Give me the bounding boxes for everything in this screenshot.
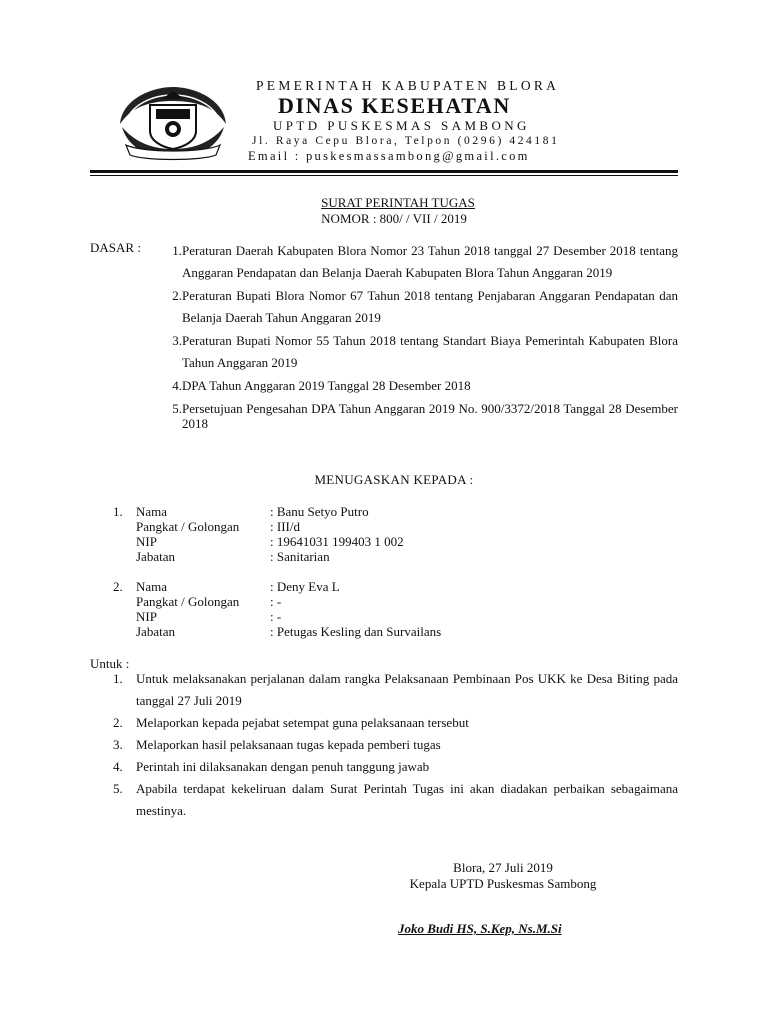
dasar-item-text: Peraturan Daerah Kabupaten Blora Nomor 23 Tahun 2018 tanggal 27 Desember 2018 tentang Anggaran Pendapatan dan Belanja Daerah Kabupaten Blora Tahun Anggaran 2019: [182, 243, 678, 280]
field-label: Nama: [136, 504, 168, 519]
dasar-item-number: 4.: [172, 378, 182, 393]
field-value: : Sanitarian: [270, 549, 330, 564]
kop-agency: DINAS KESEHATAN: [278, 93, 511, 118]
assignee-row: [113, 594, 613, 609]
kop-rule-thin: [90, 175, 678, 176]
dasar-item-text: Peraturan Bupati Nomor 55 Tahun 2018 tentang Standart Biaya Pemerintah Kabupaten Blora Tahun Anggaran 2019: [182, 333, 678, 370]
kop-government: PEMERINTAH KABUPATEN BLORA: [256, 78, 560, 93]
field-value: : -: [270, 609, 282, 624]
dasar-label: DASAR :: [90, 240, 141, 255]
untuk-item: [113, 712, 678, 734]
field-label: Nama: [136, 579, 168, 594]
sign-position: Kepala UPTD Puskesmas Sambong: [409, 876, 597, 891]
assignee-row: [113, 534, 613, 549]
field-value: : III/d: [270, 519, 300, 534]
dasar-list: [160, 240, 678, 432]
field-label: Pangkat / Golongan: [136, 594, 240, 609]
field-value: : Petugas Kesling dan Survailans: [270, 624, 442, 639]
kop-email: Email : puskesmassambong@gmail.com: [248, 149, 530, 163]
assignee-block: [113, 579, 613, 639]
assignee-number: 2.: [113, 579, 123, 594]
untuk-label: Untuk :: [90, 656, 130, 671]
untuk-list: [113, 668, 678, 822]
field-label: Jabatan: [136, 624, 175, 639]
title-heading: SURAT PERINTAH TUGAS: [321, 195, 475, 210]
untuk-item: [113, 756, 678, 778]
document-title: [0, 195, 768, 227]
field-value: : -: [270, 594, 282, 609]
assignee-row: [113, 624, 613, 639]
assignee-row: [113, 609, 613, 624]
dasar-item-text: Peraturan Bupati Blora Nomor 67 Tahun 2018 tentang Penjabaran Anggaran Pendapatan dan Belanja Daerah Tahun Anggaran 2019: [182, 288, 678, 325]
dasar-item: [160, 401, 678, 431]
assignee-block: [113, 504, 613, 564]
untuk-item: [113, 778, 678, 822]
title-number: NOMOR : 800/ / VII / 2019: [321, 211, 467, 226]
field-label: Jabatan: [136, 549, 175, 564]
assignee-row: [113, 504, 613, 519]
field-label: Pangkat / Golongan: [136, 519, 240, 534]
dasar-item: [160, 330, 678, 374]
dasar-item-number: 1.: [172, 243, 182, 258]
kop-rule-thick: [90, 170, 678, 173]
untuk-item: [113, 668, 678, 712]
untuk-item-text: Melaporkan kepada pejabat setempat guna pelaksanaan tersebut: [136, 715, 469, 730]
field-value: : Deny Eva L: [270, 579, 340, 594]
kabupaten-blora-emblem: [112, 79, 234, 164]
dasar-item-number: 2.: [172, 288, 182, 303]
dasar-item-number: 3.: [172, 333, 182, 348]
untuk-item-text: Untuk melaksanakan perjalanan dalam rangka Pelaksanaan Pembinaan Pos UKK ke Desa Biting pada tanggal 27 Juli 2019: [136, 671, 678, 708]
field-value: : Banu Setyo Putro: [270, 504, 369, 519]
dasar-item: [160, 240, 678, 284]
field-value: : 19641031 199403 1 002: [270, 534, 404, 549]
untuk-item-text: Perintah ini dilaksanakan dengan penuh tanggung jawab: [136, 759, 430, 774]
untuk-item-number: 4.: [113, 759, 123, 774]
untuk-item-number: 2.: [113, 715, 123, 730]
assignee-row: [113, 579, 613, 594]
dasar-item-text: DPA Tahun Anggaran 2019 Tanggal 28 Desember 2018: [182, 378, 471, 393]
untuk-item-text: Melaporkan hasil pelaksanaan tugas kepada pemberi tugas: [136, 737, 441, 752]
signer-name: Joko Budi HS, S.Kep, Ns.M.Si: [398, 921, 562, 936]
sign-place-date: Blora, 27 Juli 2019: [453, 860, 553, 875]
untuk-item-number: 1.: [113, 671, 123, 686]
dasar-item: [160, 375, 678, 397]
field-label: NIP: [136, 534, 157, 549]
dasar-item: [160, 285, 678, 329]
field-label: NIP: [136, 609, 157, 624]
dasar-item-number: 5.: [172, 401, 182, 416]
untuk-item-number: 5.: [113, 781, 123, 796]
untuk-item-text: Apabila terdapat kekeliruan dalam Surat Perintah Tugas ini akan diadakan perbaikan sebagaimana mestinya.: [136, 781, 678, 818]
untuk-item-number: 3.: [113, 737, 123, 752]
assignee-row: [113, 519, 613, 534]
untuk-item: [113, 734, 678, 756]
dasar-item-text: Persetujuan Pengesahan DPA Tahun Anggaran 2019 No. 900/3372/2018 Tanggal 28 Desember 2018: [182, 401, 678, 431]
assignee-number: 1.: [113, 504, 123, 519]
assignee-row: [113, 549, 613, 564]
kop-unit: UPTD PUSKESMAS SAMBONG: [273, 118, 530, 133]
menugaskan-heading: MENUGASKAN KEPADA :: [314, 472, 474, 487]
kop-address: Jl. Raya Cepu Blora, Telpon (0296) 424181: [252, 135, 560, 147]
